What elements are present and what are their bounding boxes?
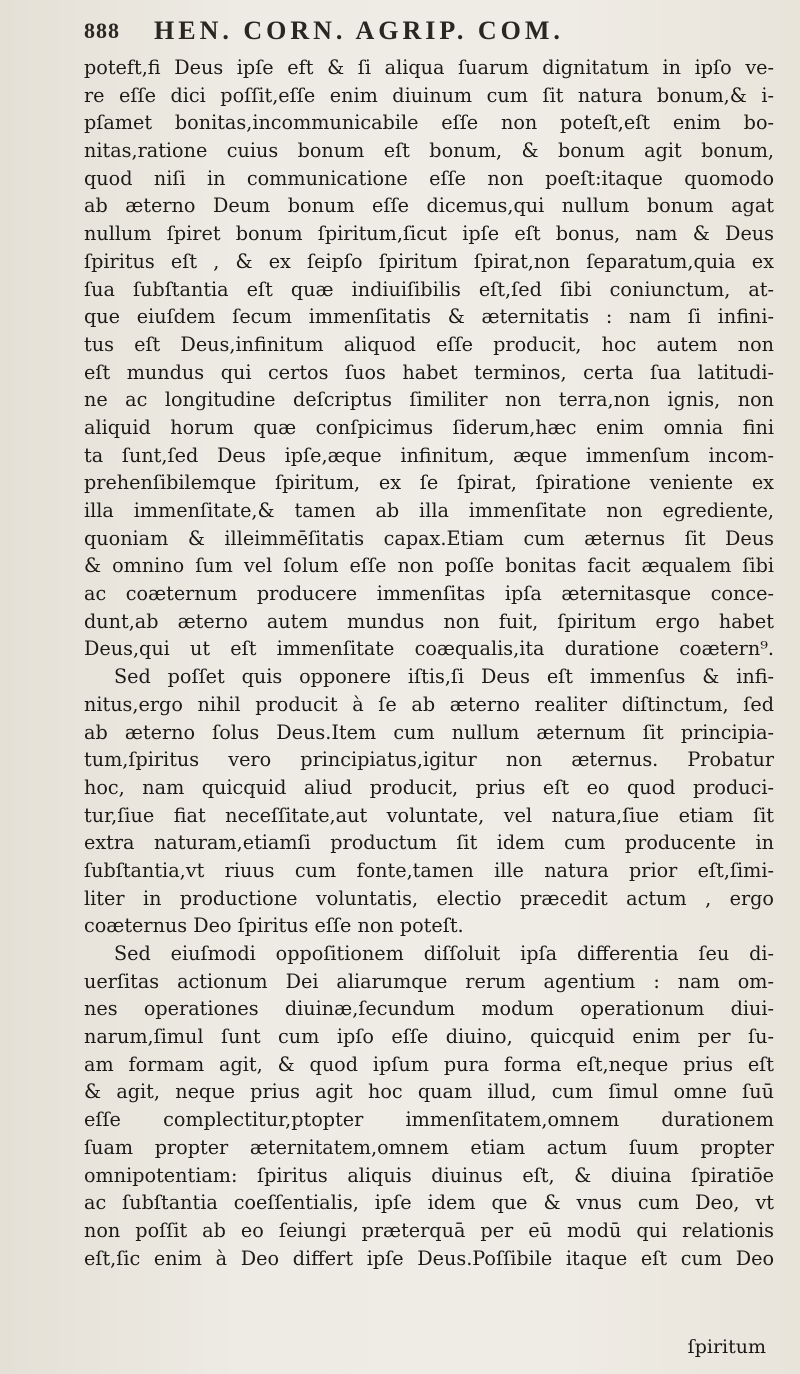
text-line: ac coæternum producere immenſitas ipſa æternitasque conce- [84, 582, 774, 606]
text-line: Deus,qui ut eſt immenſitate coæqualis,ita duratione coætern⁹. [84, 637, 774, 661]
running-head [84, 10, 774, 52]
text-line: re eſſe dici poſſit,eſſe enim diuinum cum ſit natura bonum,& i- [84, 83, 774, 107]
text-line: & agit, neque prius agit hoc quam illud, cum ſimul omne ſuū [84, 1080, 774, 1104]
text-line: ne ac longitudine deſcriptus ſimiliter non terra,non ignis, non [84, 388, 774, 412]
text-line: poteft,fi Deus ipſe eft & ſi aliqua ſuarum dignitatum in ipſo ve- [84, 56, 774, 79]
text-line: Sed eiuſmodi oppoſitionem diſſoluit ipſa differentia ſeu di- [114, 942, 774, 965]
text-line: pſamet bonitas,incommunicabile eſſe non poteſt,eſt enim bo- [84, 111, 774, 135]
body-text [84, 54, 774, 1272]
text-line: ſua ſubſtantia eſt quæ indiuiſibilis eſt,ſed ſibi coniunctum, at- [84, 277, 774, 301]
text-line: liter in productione voluntatis, electio præcedit actum , ergo [84, 886, 774, 910]
text-line: & omnino ſum vel ſolum eſſe non poſſe bonitas facit æqualem ſibi [84, 554, 774, 578]
text-line: uerſitas actionum Dei aliarumque rerum agentium : nam om- [84, 969, 774, 993]
running-title: HEN. CORN. AGRIP. COM. [154, 16, 564, 45]
page-number: 888 [84, 18, 120, 43]
text-line: eſſe complectitur,ptopter immenſitatem,omnem durationem [84, 1108, 774, 1132]
text-line: nitas,ratione cuius bonum eſt bonum, & bonum agit bonum, [84, 139, 774, 163]
text-line: omnipotentiam: ſpiritus aliquis diuinus eſt, & diuina ſpiratiōe [84, 1163, 774, 1187]
text-line: quoniam & illeimmēſitatis capax.Etiam cum æternus ſit Deus [84, 526, 774, 550]
text-line: ta ſunt,ſed Deus ipſe,æque infinitum, æque immenſum incom- [84, 443, 774, 467]
text-line: am formam agit, & quod ipſum pura forma eſt,neque prius eſt [84, 1052, 774, 1076]
text-line: ſpiritus eſt , & ex ſeipſo ſpiritum ſpirat,non ſeparatum,quia ex [84, 249, 774, 273]
text-line: aliquid horum quæ conſpicimus ſiderum,hæc enim omnia fini [84, 415, 774, 439]
text-line: eſt,ſic enim à Deo differt ipſe Deus.Poſſibile itaque eſt cum Deo [84, 1246, 774, 1270]
text-line: nitus,ergo nihil producit à ſe ab æterno realiter diſtinctum, ſed [84, 692, 774, 716]
text-line: ac ſubſtantia coeſſentialis, ipſe idem que & vnus cum Deo, vt [84, 1191, 774, 1215]
text-line: tum,ſpiritus vero principiatus,igitur non æternus. Probatur [84, 748, 774, 772]
text-line: prehenſibilemque ſpiritum, ex ſe ſpirat, ſpiratione veniente ex [84, 471, 774, 495]
text-line: dunt,ab æterno autem mundus non fuit, ſpiritum ergo habet [84, 609, 774, 633]
text-line: ab æterno ſolus Deus.Item cum nullum æternum ſit principia- [84, 720, 774, 744]
text-line: non poſſit ab eo ſeiungi præterquā per eū modū qui relationis [84, 1218, 774, 1242]
text-line: extra naturam,etiamſi productum ſit idem cum producente in [84, 831, 774, 855]
text-line: nullum ſpiret bonum ſpiritum,ſicut ipſe eſt bonus, nam & Deus [84, 222, 774, 246]
text-line: ſuam propter æternitatem,omnem etiam actum ſuum propter [84, 1135, 774, 1159]
text-line: tur,ſiue fiat neceſſitate,aut voluntate, vel natura,ſiue etiam ſit [84, 803, 774, 827]
text-line: que eiuſdem ſecum immenſitatis & æternitatis : nam ſi infini- [84, 305, 774, 329]
text-line: nes operationes diuinæ,ſecundum modum operationum diui- [84, 997, 774, 1021]
text-line: coæternus Deo ſpiritus eſſe non poteſt. [84, 914, 464, 938]
text-line: tus eſt Deus,infinitum aliquod eſſe producit, hoc autem non [84, 332, 774, 356]
text-line: ſubſtantia,vt riuus cum fonte,tamen ille natura prior eſt,ſimi- [84, 858, 774, 882]
text-line: narum,ſimul ſunt cum ipſo eſſe diuino, quicquid enim per ſu- [84, 1025, 774, 1049]
text-line: Sed poſſet quis opponere iſtis,ſi Deus eſt immenſus & infi- [114, 665, 774, 689]
text-line: illa immenſitate,& tamen ab illa immenſitate non egrediente, [84, 499, 774, 522]
text-line: quod niſi in communicatione eſſe non poeſt:itaque quomodo [84, 166, 774, 190]
text-line: ab æterno Deum bonum eſſe dicemus,qui nullum bonum agat [84, 194, 774, 218]
catchword: ſpiritum [687, 1336, 766, 1358]
text-line: hoc, nam quicquid aliud producit, prius eſt eo quod produci- [84, 775, 774, 799]
text-line: eſt mundus qui certos ſuos habet terminos, certa ſua latitudi- [84, 360, 774, 384]
